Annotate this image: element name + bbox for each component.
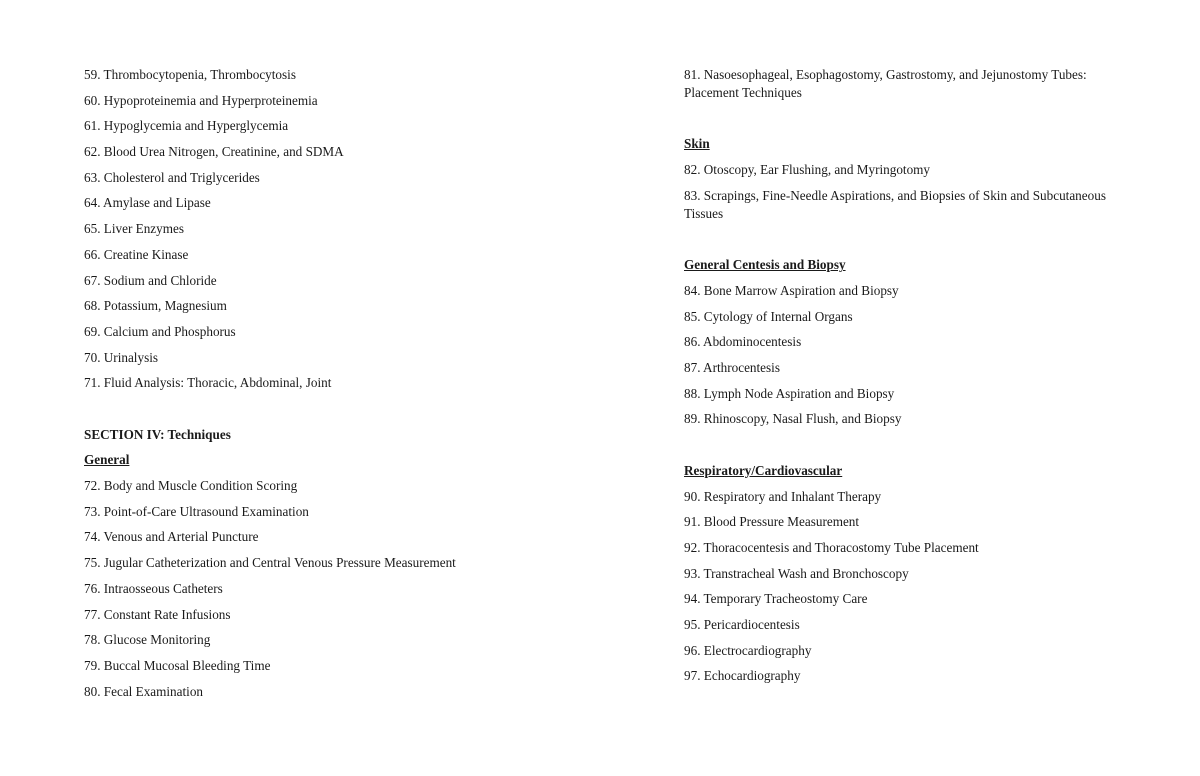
centesis-list — [684, 282, 1134, 428]
list-item: 70. Urinalysis — [84, 349, 158, 365]
section-heading: SECTION IV: Techniques — [84, 426, 231, 442]
list-item: 82. Otoscopy, Ear Flushing, and Myringotomy — [684, 162, 931, 178]
list-item: 92. Thoracocentesis and Thoracostomy Tube Placement — [684, 540, 979, 556]
list-item: 71. Fluid Analysis: Thoracic, Abdominal, Joint — [84, 375, 332, 391]
list-item: 76. Intraosseous Catheters — [84, 580, 223, 596]
subsection-heading-general: General — [84, 452, 130, 468]
list-item: 64. Amylase and Lipase — [84, 195, 211, 211]
list-item: 63. Cholesterol and Triglycerides — [84, 169, 260, 185]
respiratory-list — [684, 488, 1134, 686]
list-item: 74. Venous and Arterial Puncture — [84, 529, 259, 545]
list-item: 66. Creatine Kinase — [84, 246, 189, 262]
list-item: 94. Temporary Tracheostomy Care — [684, 591, 868, 607]
list-item: 80. Fecal Examination — [84, 683, 204, 699]
list-item: 86. Abdominocentesis — [684, 334, 802, 350]
list-item: 67. Sodium and Chloride — [84, 272, 217, 288]
spacer — [684, 231, 1134, 257]
list-item: 72. Body and Muscle Condition Scoring — [84, 478, 298, 494]
list-item: 61. Hypoglycemia and Hyperglycemia — [84, 118, 289, 134]
list-item: 83. Scrapings, Fine-Needle Aspirations, and Biopsies of Skin and Subcutaneous Tissues — [684, 187, 1106, 221]
list-item: 68. Potassium, Magnesium — [84, 298, 227, 314]
left-column — [84, 66, 604, 708]
list-item: 96. Electrocardiography — [684, 642, 812, 658]
list-item: 75. Jugular Catheterization and Central Venous Pressure Measurement — [84, 555, 456, 571]
list-item: 93. Transtracheal Wash and Bronchoscopy — [684, 565, 909, 581]
skin-list — [684, 161, 1134, 223]
list-item: 62. Blood Urea Nitrogen, Creatinine, and SDMA — [84, 144, 344, 160]
list-item: 60. Hypoproteinemia and Hyperproteinemia — [84, 92, 318, 108]
list-item: 95. Pericardiocentesis — [684, 617, 800, 633]
techniques-general-list — [84, 477, 604, 701]
spacer — [684, 110, 1134, 136]
spacer — [684, 436, 1134, 462]
list-item: 79. Buccal Mucosal Bleeding Time — [84, 657, 271, 673]
list-item: 69. Calcium and Phosphorus — [84, 323, 236, 339]
list-item: 65. Liver Enzymes — [84, 221, 184, 237]
list-item: 89. Rhinoscopy, Nasal Flush, and Biopsy — [684, 411, 902, 427]
list-item: 81. Nasoesophageal, Esophagostomy, Gastrostomy, and Jejunostomy Tubes: Placement Techniques — [684, 67, 1087, 100]
list-item: 85. Cytology of Internal Organs — [684, 308, 853, 324]
list-item: 78. Glucose Monitoring — [84, 632, 211, 648]
list-item: 73. Point-of-Care Ultrasound Examination — [84, 503, 309, 519]
list-item: 91. Blood Pressure Measurement — [684, 514, 860, 530]
list-item: 97. Echocardiography — [684, 668, 801, 684]
list-item: 87. Arthrocentesis — [684, 360, 780, 376]
list-item: 84. Bone Marrow Aspiration and Biopsy — [684, 283, 899, 299]
lab-tests-list — [84, 66, 604, 392]
list-item: 88. Lymph Node Aspiration and Biopsy — [684, 385, 895, 401]
right-column — [684, 66, 1134, 693]
subsection-heading-skin: Skin — [684, 136, 710, 152]
subsection-heading-respiratory: Respiratory/Cardiovascular — [684, 462, 843, 478]
list-item: 90. Respiratory and Inhalant Therapy — [684, 488, 882, 504]
spacer — [84, 400, 604, 426]
list-item: 77. Constant Rate Infusions — [84, 606, 231, 622]
subsection-heading-centesis: General Centesis and Biopsy — [684, 257, 846, 273]
list-item: 59. Thrombocytopenia, Thrombocytosis — [84, 67, 296, 82]
